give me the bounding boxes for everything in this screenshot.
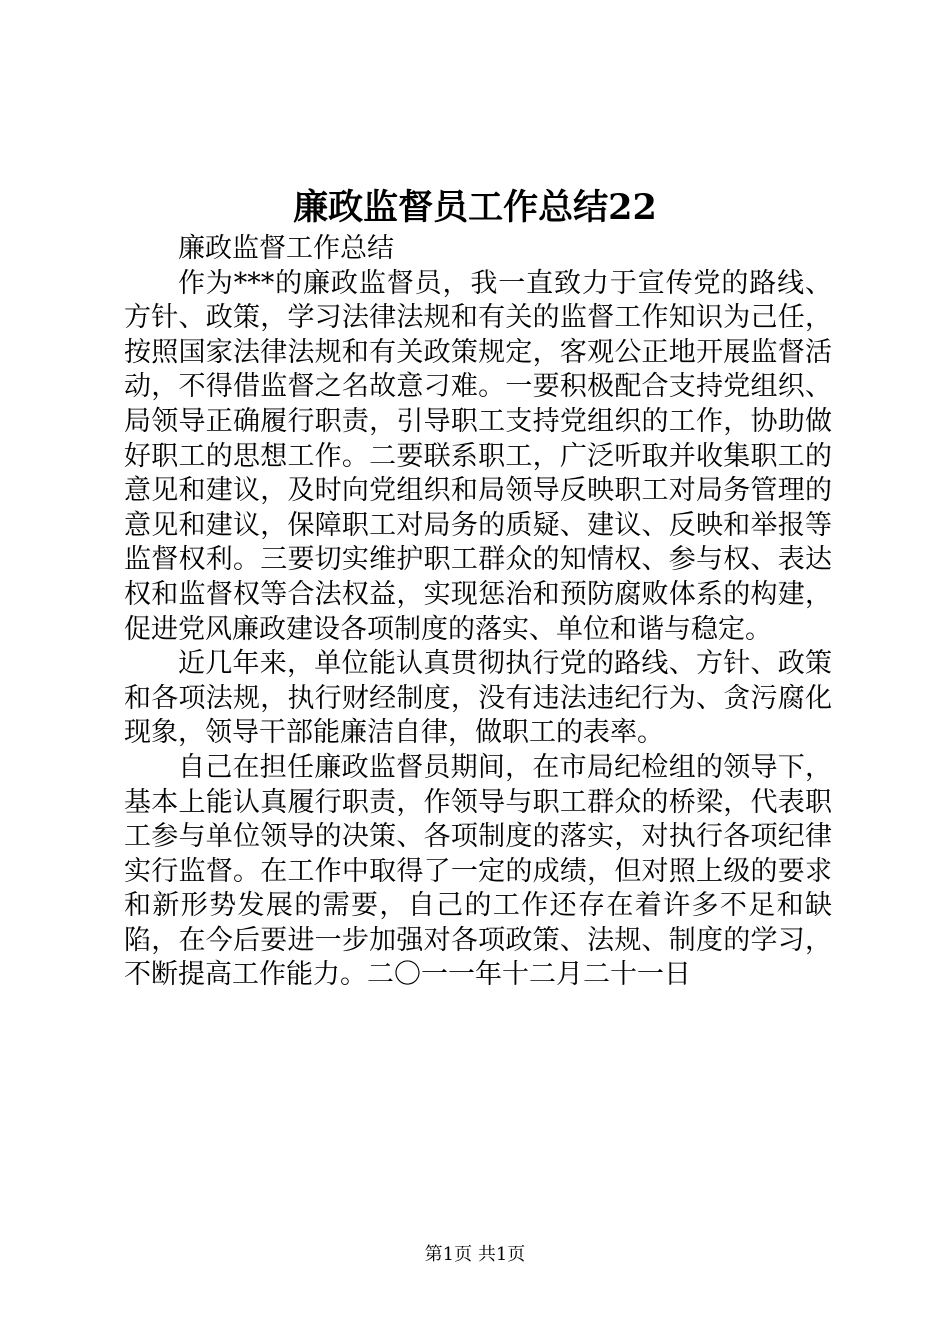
paragraph-3: 自己在担任廉政监督员期间，在市局纪检组的领导下，基本上能认真履行职责，作领导与职工群众的桥梁，代表职工参与单位领导的决策、各项制度的落实，对执行各项纪律实行监督。在工作中取得了一定的成绩，但对照上级的要求和新形势发展的需要，自己的工作还存在着许多不足和缺陷，在今后要进一步加强对各项政策、法规、制度的学习，不断提高工作能力。二〇一一年十二月二十一日 — [124, 751, 832, 991]
document-body — [124, 232, 832, 993]
document-title: 廉政监督员工作总结22 — [293, 187, 657, 228]
page-number-footer: 第1页 共1页 — [424, 1244, 526, 1265]
document-subtitle: 廉政监督工作总结 — [178, 233, 394, 264]
paragraph-1: 作为***的廉政监督员，我一直致力于宣传党的路线、方针、政策，学习法律法规和有关的监督工作知识为己任，按照国家法律法规和有关政策规定，客观公正地开展监督活动，不得借监督之名故意刁难。一要积极配合支持党组织、局领导正确履行职责，引导职工支持党组织的工作，协助做好职工的思想工作。二要联系职工，广泛听取并收集职工的意见和建议，及时向党组织和局领导反映职工对局务管理的意见和建议，保障职工对局务的质疑、建议、反映和举报等监督权利。三要切实维护职工群众的知情权、参与权、表达权和监督权等合法权益，实现惩治和预防腐败体系的构建，促进党风廉政建设各项制度的落实、单位和谐与稳定。 — [124, 267, 832, 645]
paragraph-2: 近几年来，单位能认真贯彻执行党的路线、方针、政策和各项法规，执行财经制度，没有违法违纪行为、贪污腐化现象，领导干部能廉洁自律，做职工的表率。 — [124, 648, 832, 749]
